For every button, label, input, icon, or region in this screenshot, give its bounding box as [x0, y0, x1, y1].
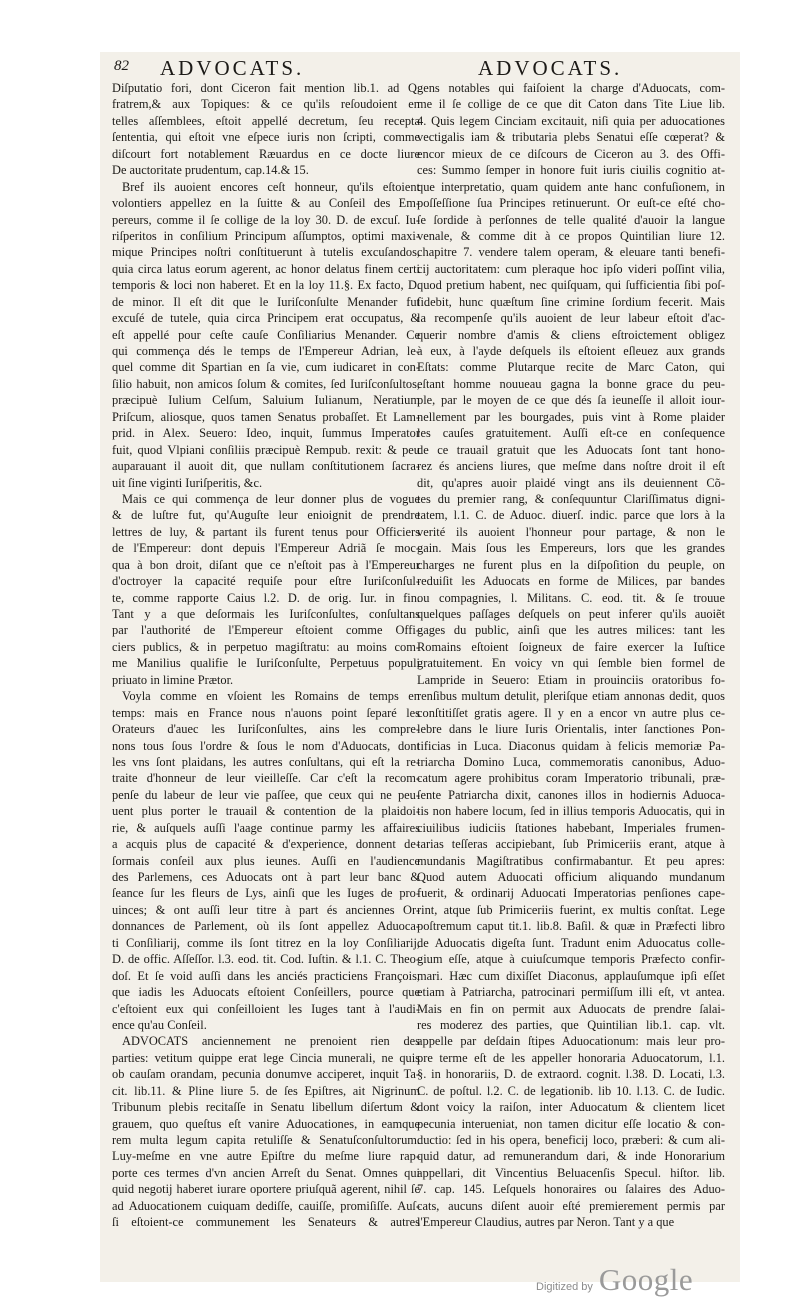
text-line: grauem, quo queſtus eſt vanire Aduocationes, in eamque	[112, 1116, 420, 1131]
text-line: Voyla comme en vſoient les Romains de temps en	[122, 689, 420, 704]
text-line: poſſeſſione ſua Principes retinuerunt. Or euſt-ce eſté cho-	[417, 196, 725, 211]
text-line: eſtant homme nouueau gagna la bonne grace du peu-	[417, 376, 725, 391]
text-line: ple, par le moyen de ce que dés ſa ieuneſſe il alloit iour-	[417, 393, 725, 408]
text-line: à eux, à l'ayde deſquels ils eſtoient eſleuez aux grands	[417, 344, 725, 358]
text-line: dont voicy la raiſon, inter Aduocatum & clientem licet	[417, 1100, 725, 1115]
text-line: eſt appellé pour ceſte cauſe Conſiliarius Menander. Ce	[112, 327, 420, 342]
text-line: quia circa latus eorum agerent, ac honor delatus finem certi	[112, 261, 420, 276]
text-line: §. in honorariis, D. de extraord. cognit. l.38. D. Locati, l.3.	[417, 1067, 725, 1082]
left-text-column	[112, 80, 420, 1260]
running-head-left: ADVOCATS.	[160, 56, 305, 80]
text-line: appelle par deſdain ſtipes Aduocationum: mais leur pro-	[417, 1034, 725, 1049]
text-line: fratrem,& aux Topiques: & ce qu'ils reſoudoient en	[112, 97, 420, 112]
text-line: lettres de luy, & partant ils furent tenus pour Officiers	[112, 524, 420, 539]
text-line: mundanis Magiſtratibus confirmabantur. Et peu apres:	[417, 853, 725, 868]
text-line: quid datur, ad remunerandum dari, & inde Honorarium	[417, 1149, 725, 1164]
text-line: ſente Patriarcha dixit, canones illos in hodiernis Aduoca-	[417, 787, 725, 802]
text-line: gratuitement. En voicy vn qui ſemble bien formel de	[417, 656, 725, 671]
digitized-by-label: Digitized by	[536, 1281, 593, 1293]
text-line: tarias teſſeras accipiebant, ſub Primiceriis erant, atque à	[417, 837, 725, 852]
text-line: quel comme dit Spartian en ſa vie, cum iudicaret in con-	[112, 360, 420, 375]
text-line: charges ne furent plus en la diſpoſition du peuple, on	[417, 557, 725, 572]
text-line: que iadis les Aduocats eſtoient Conſeillers, pource que	[112, 985, 420, 1000]
text-line: C. de poſtul. l.2. C. de legationib. lib 10. l.13. C. de Iudic.	[417, 1083, 725, 1098]
text-line: quod pretium habent, nec quiſquam, qui ſufficientia ſibi poſ-	[417, 278, 725, 293]
text-line: Mais ce qui commença de leur donner plus de vogue	[122, 491, 420, 506]
text-line: priuato in limine Prætor.	[112, 672, 234, 687]
right-text-column	[417, 80, 725, 1260]
text-line: tis non habere locum, ſed in illius temporis Aduocatis, qui in	[417, 804, 725, 819]
text-line: rie, & auſquels auſſi l'aage continue parmy les affaires	[112, 820, 420, 835]
text-line: rem multa legum capita retuliſſe & Senatuſconſultorum.	[112, 1133, 420, 1147]
text-line: donnances de Parlement, où ils ſont appellez Aduoca-	[112, 919, 420, 934]
text-line: ſidebit, hunc quæſtum ſine crimine ſordium fecerit. Mais	[417, 294, 725, 309]
text-line: c'eſtoient eux qui conſeilloient les Iuges tant à l'audi-	[112, 1001, 420, 1016]
text-line: cij auctoritatem: cum pleraque hoc ipſo videri poſſint vilia,	[417, 261, 725, 276]
text-line: riſperitos in conſilium Principum aſſumptos, optimi maxi-	[112, 228, 420, 243]
text-line: dit, qu'apres auoir plaidé vingt ans ils deuiennent Cõ-	[417, 475, 725, 490]
running-head-right: ADVOCATS.	[478, 56, 623, 80]
text-line: volontiers appellez en la ſuitte & au Conſeil des Em-	[112, 196, 420, 211]
text-line: renſibus multum detulit, pleriſque etiam annonas dedit, quos	[417, 689, 725, 704]
text-line: vectigalis iam & tributaria plebs Senatui eſſe cœperat? &	[417, 130, 725, 145]
text-line: Eſtats: comme Plutarque recite de Marc Caton, qui	[417, 360, 725, 375]
text-line: la recompenſe qu'ils auoient de leur labeur eſtoit d'ac-	[417, 311, 725, 326]
text-line: ti Conſiliarij, comme ils ſont titrez en la loy Conſiliarij,	[112, 935, 420, 950]
text-line: Orateurs d'auec les Iuriſconſultes, ains les compre-	[112, 722, 420, 737]
text-line: cats, aucuns diſent auoir eſté premierement permis par	[417, 1198, 725, 1213]
text-line: pre terme eſt de les appeller honoraria Aduocatorum, l.1.	[417, 1050, 725, 1065]
text-line: gages du public, ainſi que les autres milices: tant les	[417, 623, 725, 638]
text-line: uent plus porter le trauail & contention de la plaidoi-	[112, 804, 420, 819]
text-line: ADVOCATS anciennement ne prenoient rien des	[122, 1034, 420, 1049]
text-line: porte ces termes d'vn ancien Arreſt du Senat. Omnes qui	[112, 1165, 420, 1180]
text-line: telles aſſemblees, eſtoit appellé decretum, ſeu recepta	[112, 113, 420, 128]
text-line: temps: mais en France nous n'auons point ſeparé les	[112, 705, 420, 720]
text-line: fuerit, & ordinarij Aduocati Imperatorias penſiones cape-	[417, 886, 725, 901]
text-line: tatem, l.1. C. de Aduoc. diuerſ. indic. parce que lors à la	[417, 508, 725, 523]
text-line: qua à bon droit, diſant que ce n'eſtoit pas à l'Empereur	[112, 557, 420, 572]
text-line: rez és anciens liures, que meſme dans noſtre droit il eſt	[417, 459, 725, 474]
text-line: les cauſes gratuitement. Auſſi eſt-ce en conſequence	[417, 426, 725, 441]
text-line: D. de offic. Aſſeſſor. l.3. eod. tit. Cod. Iuſtin. & l.1. C. Theo-	[112, 952, 420, 967]
text-line: Lampride in Seuero: Etiam in prouinciis oratoribus fo-	[417, 672, 725, 687]
text-line: gens notables qui faiſoient la charge d'Aduocats, com-	[417, 81, 725, 95]
text-line: l'Empereur Claudius, autres par Neron. Tant y a que	[417, 1215, 675, 1230]
text-line: ſententia, qui eſtoit vne eſpece iuris non ſcripti, comme	[112, 130, 420, 145]
text-line: quid negotij haberet iurare oportere priuſquã agerent, nihil ſe	[112, 1182, 420, 1197]
text-line: Mais en fin on permit aux Aduocats de prendre ſalai-	[417, 1001, 725, 1016]
text-line: lebre dans le liure Iuris Orientalis, inter ſanctiones Pon-	[417, 722, 725, 737]
text-line: prid. in Alex. Seuero: Ideo, inquit, ſummus Imperator	[112, 426, 420, 441]
text-line: conſtitiſſet gratis agere. Il y en a encor vn autre plus ce-	[417, 705, 725, 720]
text-line: d'octroyer la capacité requiſe pour eſtre Iuriſconſul-	[112, 574, 420, 589]
text-line: tificias in Luca. Diaconus quidam à felicis memoriæ Pa-	[417, 738, 725, 753]
text-line: quelques paſſages deſquels on peut inferer qu'ils auoiẽt	[417, 607, 725, 621]
text-line: etiam à Patriarcha, patrocinari permiſſum illi eſt, vt antea.	[417, 985, 725, 1000]
text-line: doſ. Et ſe void auſſi dans les anciés practiciens François,	[112, 968, 420, 983]
text-line: Diſputatio fori, dont Ciceron fait mention lib.1. ad Q.	[112, 81, 420, 95]
text-line: cit. lib.11. & Pline liure 5. de ſes Epiſtres, ait Nigrinum	[112, 1083, 420, 1098]
text-line: verité ils auoient l'honneur pour partage, & non le	[417, 524, 725, 539]
text-line: uit ſine viginti Iuriſperitis, &c.	[112, 475, 263, 490]
text-line: Bref ils auoient encores ceſt honneur, qu'ils eſtoient	[122, 179, 420, 194]
digitized-by-google-watermark	[536, 1262, 693, 1298]
text-line: gium eſſe, atque à cuiuſcumque temporis Præfecto confir-	[417, 952, 725, 967]
text-line: ad Aduocationem cuiquam dediſſe, cauiſſe, promiſiſſe. Auſ-	[112, 1198, 420, 1213]
text-line: triarcha Domino Luca, commemoratis canonibus, Aduo-	[417, 754, 725, 769]
text-line: fuit, quod Vlpiani conſiliis præcipuè Rempub. rexit: & peu	[112, 442, 420, 457]
text-line: & de luſtre fut, qu'Auguſte leur enioignit de prendre	[112, 508, 420, 523]
text-line: Quod autem Aduocati officium aliquando mundanum	[417, 870, 725, 884]
text-line: res moderez des parties, que Quintilian lib.1. cap. vlt.	[417, 1017, 725, 1032]
text-line: præcipuè Iulium Celſum, Saluium Iulianum, Neratium	[112, 393, 420, 408]
text-line: reduiſit les Aduocats en forme de Milices, par bandes	[417, 574, 725, 589]
text-line: diſcourt fort notablement Ræuardus en ce docte liure	[112, 146, 420, 161]
text-line: ob cauſam orandam, pecunia donumve acciperet, inquit Ta-	[112, 1067, 420, 1082]
text-line: me il ſe collige de ce que dit Caton dans Tite Liue lib.	[417, 97, 725, 112]
text-line: ence qu'au Conſeil.	[112, 1017, 207, 1032]
text-line: ciers publics, & in perpetuo magiſtratu: au moins com-	[112, 639, 420, 654]
text-line: de minor. Il eſt dit que le Iuriſconſulte Menander fut	[112, 294, 420, 309]
text-line: nellement par les bourgades, puis vint à Rome plaider	[417, 409, 725, 424]
text-line: tes du premier rang, & conſequuntur Clariſſimatus digni-	[417, 491, 725, 506]
text-line: nons tous ſous l'ordre & ſous le nom d'Aduocats, dont	[112, 738, 420, 753]
text-line: De auctoritate prudentum, cap.14.& 15.	[112, 163, 309, 178]
text-line: qui commença dés le temps de l'Empereur Adrian, le-	[112, 344, 420, 358]
text-line: 4. Quis legem Cinciam excitauit, niſi quia per aduocationes	[417, 113, 725, 128]
text-line: des Parlemens, ces Aduocats ont à part leur banc &	[112, 870, 420, 884]
text-line: a acquis plus de capacité & d'experience, donnent de-	[112, 837, 420, 852]
text-line: ſormais conſeil aux plus ieunes. Auſſi en l'audience	[112, 853, 420, 868]
text-line: uinces; & ont auſſi leur titre à part és anciennes Or-	[112, 902, 420, 917]
text-line: mique Principes noſtri conſtituerunt à tutelis excuſandos,	[112, 245, 420, 260]
text-line: de ce trauail gratuit que les Aduocats ſont tant hono-	[417, 442, 725, 457]
text-line: catum agere prohibitus coram Imperatorio tribunali, præ-	[417, 771, 725, 786]
text-line: mari. Hæc cum dixiſſet Diaconus, applauſumque ipſi eſſet	[417, 968, 725, 983]
text-line: me Manilius qualifie le Iuriſconſulte, Perpetuus populi	[112, 656, 420, 671]
text-line: rint, atque ſub Primiceriis fuerint, ex multis conſtat. Lege	[417, 902, 725, 917]
text-line: ſe ſordide à perſonnes de telle qualité d'auoir la langue	[417, 212, 725, 227]
text-line: ductio: ſed in his opera, beneficij loco, præberi: & cum ali-	[417, 1133, 725, 1147]
text-line: pecunia interueniat, non tamen dicitur eſſe locatio & con-	[417, 1116, 725, 1131]
text-line: excuſé de tutele, quia circa Principem erat occupatus, &	[112, 311, 420, 326]
text-line: venale, & comme dit à ce propos Quintilian liure 12.	[417, 228, 725, 243]
text-line: que interpretatio, quam quidem ante hanc confuſionem, in	[417, 179, 725, 194]
text-line: de l'Empereur: dont depuis l'Empereur Adriã ſe moc-	[112, 541, 420, 556]
text-line: querir nombre d'amis & cliens eſtroictement obligez	[417, 327, 725, 342]
text-line: ciuilibus iudiciis ſtationes habebant, Imperiales frumen-	[417, 820, 725, 835]
text-line: penſe du labeur de leur vie paſſee, que ceux qui ne peu-	[112, 787, 420, 802]
text-line: ces: Summo ſemper in honore fuit iuris ciuilis cognitio at-	[417, 163, 725, 178]
text-line: Priſcum, aliosque, quos tamen Senatus probaſſet. Et Lam-	[112, 409, 420, 424]
text-line: auparauant il auoit dit, que nullam conſtitutionem ſacra-	[112, 459, 420, 474]
text-line: gain. Mais ſous les Empereurs, lors que les grandes	[417, 541, 725, 556]
text-line: Luy-meſme en vne autre Epiſtre du meſme liure rap-	[112, 1149, 420, 1164]
text-line: appellari, dit Vincentius Beluacenſis Specul. hiſtor. lib.	[417, 1165, 725, 1180]
text-line: les vns ſont plaidans, les autres conſultans, qui eſt la re-	[112, 754, 420, 769]
text-line: ou compagnies, l. Militans. C. eod. tit. & ſe trouue	[417, 590, 725, 605]
text-line: temporis & loci non haberet. Et en la loy 11.§. Ex facto, D.	[112, 278, 420, 293]
text-line: ſeance ſur les fleurs de Lys, ainſi que les Iuges de pro-	[112, 886, 420, 901]
text-line: poſtremum caput tit.1. lib.8. Baſil. & quæ in Præfecti libro	[417, 919, 725, 934]
text-line: Tribunum plebis recitaſſe in Senatu libellum diſertum &	[112, 1100, 420, 1115]
text-line: par l'authorité de l'Empereur eſtoient comme Offi-	[112, 623, 420, 638]
text-line: Tant y a que deſormais les Iuriſconſultes, conſultans	[112, 607, 420, 621]
text-line: ſi eſtoient-ce communement les Senateurs & autres	[112, 1215, 420, 1230]
text-line: pereurs, comme il ſe collige de la loy 30. D. de excuſ. Iu-	[112, 212, 420, 227]
text-line: Romains eſtoient ſoigneux de faire exercer la Iuſtice	[417, 639, 725, 654]
text-line: chapitre 7. vendere talem operam, & eleuare tanti benefi-	[417, 245, 725, 260]
google-logo: Google	[598, 1262, 694, 1297]
text-line: encor mieux de ce diſcours de Ciceron au 3. des Offi-	[417, 146, 725, 161]
text-line: te, comme rapporte Caius l.2. D. de orig. Iur. in fin.	[112, 590, 420, 605]
text-line: de Aduocatis digeſta ſunt. Tradunt enim Aduocatus colle-	[417, 935, 725, 950]
text-line: 7. cap. 145. Leſquels honoraires ou ſalaires des Aduo-	[417, 1182, 725, 1197]
text-line: ſilio habuit, non amicos ſolum & comites, ſed Iuriſconſultos,	[112, 376, 420, 391]
page-number: 82	[114, 58, 129, 74]
text-line: traite d'honneur de leur vieilleſſe. Car c'eſt la recom-	[112, 771, 420, 786]
text-line: parties: vetitum quippe erat lege Cincia munerali, ne quis	[112, 1050, 420, 1065]
